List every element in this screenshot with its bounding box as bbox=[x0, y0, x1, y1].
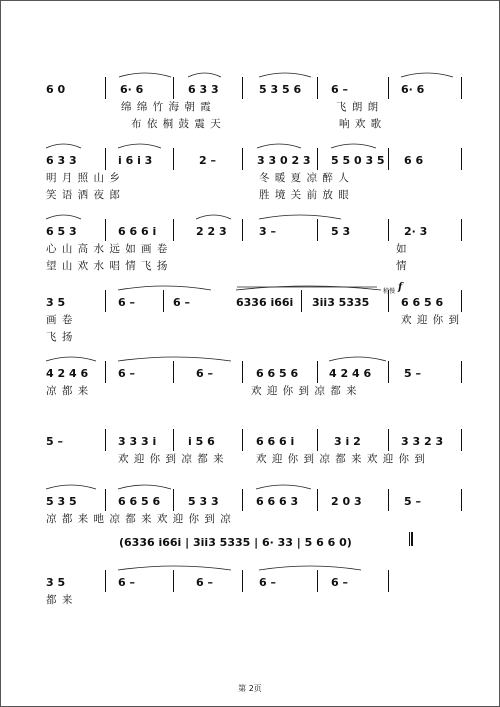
lyric-row bbox=[1, 101, 499, 117]
slur-arc bbox=[118, 357, 231, 361]
note-group: 6 – bbox=[118, 576, 135, 589]
bar-line bbox=[242, 570, 243, 592]
bar-line bbox=[317, 77, 318, 99]
bar-line bbox=[105, 290, 106, 312]
double-bar-line bbox=[409, 532, 413, 546]
bar-line bbox=[388, 148, 389, 170]
slur-arc bbox=[46, 215, 81, 219]
lyric-text: 都 来 bbox=[46, 594, 74, 606]
lyric-text: 胜 境 关 前 放 眼 bbox=[259, 189, 350, 201]
slur-arc bbox=[46, 144, 81, 148]
note-group: 6 – bbox=[331, 83, 348, 96]
note-group: 5 5 0 3 5 bbox=[331, 154, 385, 167]
note-group: 2 2 3 bbox=[196, 225, 227, 238]
slur-arc bbox=[259, 215, 341, 219]
slur-arc bbox=[259, 73, 311, 77]
note-group: 5 3 3 bbox=[188, 495, 219, 508]
bar-line bbox=[242, 429, 243, 451]
bar-line bbox=[461, 290, 462, 312]
note-group: i 6 i 3 bbox=[118, 154, 153, 167]
bar-line bbox=[317, 148, 318, 170]
bar-line bbox=[461, 429, 462, 451]
bar-line bbox=[105, 219, 106, 241]
bar-line bbox=[388, 489, 389, 511]
slur-arc bbox=[196, 215, 231, 219]
music-row bbox=[1, 576, 499, 592]
bar-line bbox=[173, 489, 174, 511]
slur-arc bbox=[257, 144, 301, 148]
slur-arc bbox=[331, 144, 376, 148]
bar-line bbox=[317, 489, 318, 511]
bar-line bbox=[461, 77, 462, 99]
note-group: 4 2 4 6 bbox=[46, 367, 89, 380]
lyric-row bbox=[1, 594, 499, 610]
lyric-text: 布 依 桐 鼓 震 天 bbox=[131, 118, 222, 130]
lyric-text: 凉 都 来 bbox=[46, 385, 90, 397]
bar-line bbox=[388, 361, 389, 383]
music-row bbox=[1, 367, 499, 383]
lyric-row bbox=[1, 314, 499, 330]
note-group: 5 – bbox=[404, 495, 421, 508]
lyric-text: 飞 朗 朗 bbox=[336, 101, 380, 113]
instrumental-prefix: (6336 i66i | 3ii3 5335 | 6· 33 | 5 6 6 0) bbox=[119, 536, 352, 549]
note-group: 5 – bbox=[404, 367, 421, 380]
lyric-row bbox=[1, 331, 499, 347]
note-group: 3 5 bbox=[46, 576, 66, 589]
music-row bbox=[1, 83, 499, 99]
dynamic-marking: f bbox=[398, 282, 403, 293]
bar-line bbox=[317, 219, 318, 241]
lyric-text: 如 bbox=[396, 243, 408, 255]
lyric-text: 望 山 欢 水 唱 情 飞 扬 bbox=[46, 260, 169, 272]
lyric-row bbox=[1, 243, 499, 259]
note-group: 6 6 5 6 bbox=[401, 296, 444, 309]
note-group: 6 6 6 3 bbox=[256, 495, 299, 508]
note-group: 5 – bbox=[46, 435, 63, 448]
note-group: 6 – bbox=[196, 576, 213, 589]
slur-arc bbox=[118, 286, 211, 290]
bar-line bbox=[388, 429, 389, 451]
bar-line bbox=[317, 361, 318, 383]
note-group: 3 – bbox=[259, 225, 276, 238]
note-group: 6 6 6 i bbox=[256, 435, 295, 448]
lyric-text: 欢 迎 你 到 凉 都 来 bbox=[118, 453, 225, 465]
note-group: 3 5 bbox=[46, 296, 66, 309]
note-group: 3 3 0 2 3 bbox=[257, 154, 311, 167]
note-group: 6· 6 bbox=[120, 83, 144, 96]
note-group: 2 – bbox=[199, 154, 216, 167]
slur-arc bbox=[236, 286, 381, 290]
music-row bbox=[1, 296, 499, 312]
note-group: 6 – bbox=[196, 367, 213, 380]
note-group: 3ii3 5335 bbox=[312, 296, 370, 309]
bar-line bbox=[388, 570, 389, 592]
bar-line bbox=[173, 361, 174, 383]
bar-line bbox=[461, 148, 462, 170]
lyric-text: 欢 迎 你 到 bbox=[401, 314, 461, 326]
music-row bbox=[1, 225, 499, 241]
note-group: 6· 6 bbox=[401, 83, 425, 96]
slur-arc bbox=[259, 566, 361, 570]
lyric-text: 欢 迎 你 到 凉 都 来 bbox=[251, 385, 358, 397]
note-group: 6 – bbox=[259, 576, 276, 589]
note-group: 6 6 6 i bbox=[118, 225, 157, 238]
bar-line bbox=[388, 77, 389, 99]
note-group: 2 0 3 bbox=[331, 495, 362, 508]
lyric-row bbox=[1, 611, 499, 627]
page-footer: 第 2页 bbox=[238, 684, 262, 693]
bar-line bbox=[105, 429, 106, 451]
bar-line bbox=[105, 361, 106, 383]
note-group: 3 i 2 bbox=[334, 435, 361, 448]
bar-line bbox=[461, 361, 462, 383]
lyric-text: 冬 暖 夏 凉 醉 人 bbox=[259, 172, 350, 184]
note-group: 5 3 5 bbox=[46, 495, 77, 508]
lyric-text: 凉 都 来 吔 凉 都 来 欢 迎 你 到 凉 bbox=[46, 513, 232, 525]
lyric-row bbox=[1, 385, 499, 401]
bar-line bbox=[173, 77, 174, 99]
note-group: 6 0 bbox=[46, 83, 66, 96]
slur-arc bbox=[46, 357, 96, 361]
slur-arc bbox=[401, 73, 453, 77]
note-group: 2· 3 bbox=[404, 225, 428, 238]
bar-line bbox=[173, 429, 174, 451]
music-row bbox=[1, 435, 499, 451]
note-group: 6 6 5 6 bbox=[118, 495, 161, 508]
bar-line bbox=[461, 219, 462, 241]
bar-line bbox=[105, 77, 106, 99]
bar-line bbox=[242, 77, 243, 99]
bar-line bbox=[242, 219, 243, 241]
bar-line bbox=[105, 489, 106, 511]
bar-line bbox=[301, 290, 302, 312]
bar-line bbox=[317, 570, 318, 592]
bar-line bbox=[173, 148, 174, 170]
bar-line bbox=[317, 429, 318, 451]
note-group: i 5 6 bbox=[188, 435, 215, 448]
lyric-row bbox=[1, 453, 499, 469]
note-group: 5 3 5 6 bbox=[259, 83, 302, 96]
music-row bbox=[1, 154, 499, 170]
tempo-annotation: 稍慢 bbox=[383, 288, 396, 295]
bar-line bbox=[105, 148, 106, 170]
bar-line bbox=[173, 570, 174, 592]
note-group: 6 3 3 bbox=[46, 154, 77, 167]
lyric-text: 心 山 高 水 远 如 画 卷 bbox=[46, 243, 169, 255]
slur-arc bbox=[329, 357, 386, 361]
note-group: 6 3 3 bbox=[188, 83, 219, 96]
bar-line bbox=[242, 361, 243, 383]
note-group: 6 6 5 6 bbox=[256, 367, 299, 380]
note-group: 6 – bbox=[173, 296, 190, 309]
lyric-text: 明 月 照 山 乡 bbox=[46, 172, 121, 184]
lyric-text: 响 欢 歌 bbox=[339, 118, 383, 130]
note-group: 5 3 bbox=[331, 225, 351, 238]
bar-line bbox=[242, 148, 243, 170]
note-group: 6 – bbox=[118, 296, 135, 309]
lyric-row bbox=[1, 402, 499, 418]
lyric-text: 飞 扬 bbox=[46, 331, 74, 343]
lyric-text: 情 bbox=[396, 260, 408, 272]
lyric-row bbox=[1, 189, 499, 205]
note-group: 4 2 4 6 bbox=[329, 367, 372, 380]
lyric-text: 画 卷 bbox=[46, 314, 74, 326]
slur-arc bbox=[118, 144, 161, 148]
note-group: 3 3 3 i bbox=[118, 435, 157, 448]
note-group: 6 6 bbox=[404, 154, 424, 167]
lyric-text: 笑 语 洒 夜 郎 bbox=[46, 189, 121, 201]
lyric-text: 欢 迎 你 到 凉 都 来 欢 迎 你 到 bbox=[256, 453, 426, 465]
note-group: 6 – bbox=[118, 367, 135, 380]
note-group: 6 5 3 bbox=[46, 225, 77, 238]
lyric-row bbox=[1, 118, 499, 134]
lyric-row bbox=[1, 470, 499, 486]
bar-line bbox=[461, 489, 462, 511]
bar-line bbox=[105, 570, 106, 592]
lyric-text: 绵 绵 竹 海 朝 霞 bbox=[121, 101, 212, 113]
bar-line bbox=[388, 219, 389, 241]
music-row bbox=[1, 495, 499, 511]
slur-arc bbox=[188, 73, 221, 77]
note-group: 6 – bbox=[331, 576, 348, 589]
slur-arc bbox=[119, 73, 171, 77]
bar-line bbox=[242, 489, 243, 511]
note-group: 6336 i66i bbox=[236, 296, 294, 309]
note-group: 3 3 2 3 bbox=[401, 435, 444, 448]
lyric-row bbox=[1, 172, 499, 188]
bar-line bbox=[173, 219, 174, 241]
lyric-row bbox=[1, 513, 499, 529]
slur-arc bbox=[118, 566, 231, 570]
lyric-row bbox=[1, 260, 499, 276]
bar-line bbox=[163, 290, 164, 312]
